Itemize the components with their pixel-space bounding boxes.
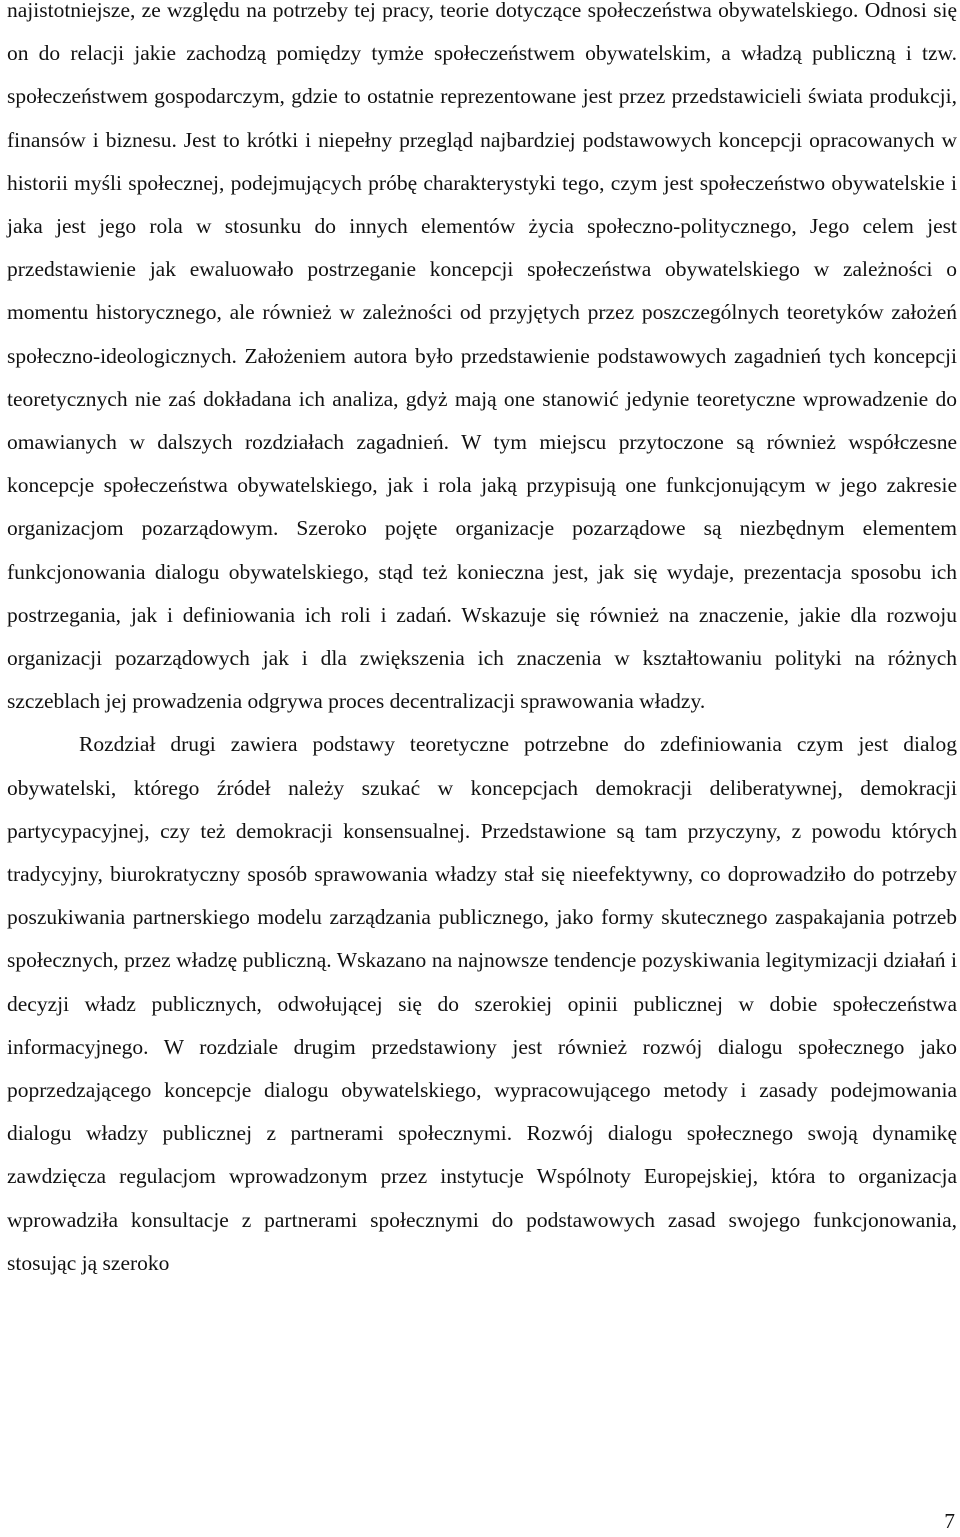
paragraph-continued: najistotniejsze, ze względu na potrzeby tej pracy, teorie dotyczące społeczeństwa obywatelskiego. Odnosi się on do relacji jakie zachodzą pomiędzy tymże społeczeństwem obywatelskim, a władzą publiczną i tzw. społeczeństwem gospodarczym, gdzie to ostatnie reprezentowane jest przez przedstawicieli świata produkcji, finansów i biznesu. Jest to krótki i niepełny przegląd najbardziej podstawowych koncepcji opracowanych w historii myśli społecznej, podejmujących próbę charakterystyki tego, czym jest społeczeństwo obywatelskie i jaka jest jego rola w stosunku do innych elementów życia społeczno-politycznego, Jego celem jest przedstawienie jak ewaluowało postrzeganie koncepcji społeczeństwa obywatelskiego w zależności o momentu historycznego, ale również w zależności od przyjętych przez poszczególnych teoretyków założeń społeczno-ideologicznych. Założeniem autora było przedstawienie podstawowych zagadnień tych koncepcji teoretycznych nie zaś dokładana ich analiza, gdyż mają one stanowić jedynie teoretyczne wprowadzenie do omawianych w dalszych rozdziałach zagadnień. W tym miejscu przytoczone są również współczesne koncepcje społeczeństwa obywatelskiego, jak i rola jaką przypisują one funkcjonującym w jego zakresie organizacjom pozarządowym. Szeroko pojęte organizacje pozarządowe są niezbędnym elementem funkcjonowania dialogu obywatelskiego, stąd też konieczna jest, jak się wydaje, prezentacja sposobu ich postrzegania, jak i definiowania ich roli i zadań. Wskazuje się również na znaczenie, jakie dla rozwoju organizacji pozarządowych jak i dla zwiększenia ich znaczenia w kształtowaniu polityki na różnych szczeblach jej prowadzenia odgrywa proces decentralizacji sprawowania władzy. — [7, 0, 957, 714]
paragraph-chapter-two: Rozdział drugi zawiera podstawy teoretyczne potrzebne do zdefiniowania czym jest dialog obywatelski, którego źródeł należy szukać w koncepcjach demokracji deliberatywnej, demokracji partycypacyjnej, czy też demokracji konsensualnej. Przedstawione są tam przyczyny, z powodu których tradycyjny, biurokratyczny sposób sprawowania władzy stał się nieefektywny, co doprowadziło do potrzeby poszukiwania partnerskiego modelu zarządzania publicznego, jako formy skutecznego zaspakajania potrzeb społecznych, przez władzę publiczną. Wskazano na najnowsze tendencje pozyskiwania legitymizacji działań i decyzji władz publicznych, odwołującej się do szerokiej opinii publicznej w dobie społeczeństwa informacyjnego. W rozdziale drugim przedstawiony jest również rozwój dialogu społecznego jako poprzedzającego koncepcje dialogu obywatelskiego, wypracowującego metody i zasady podejmowania dialogu władzy publicznej z partnerami społecznymi. Rozwój dialogu społecznego swoją dynamikę zawdzięcza regulacjom wprowadzonym przez instytucje Wspólnoty Europejskiej, która to organizacja wprowadziła konsultacje z partnerami społecznymi do podstawowych zasad swojego funkcjonowania, stosując ją szeroko — [7, 732, 957, 1275]
page-number: 7 — [944, 1509, 955, 1533]
body-text — [7, 0, 957, 1285]
